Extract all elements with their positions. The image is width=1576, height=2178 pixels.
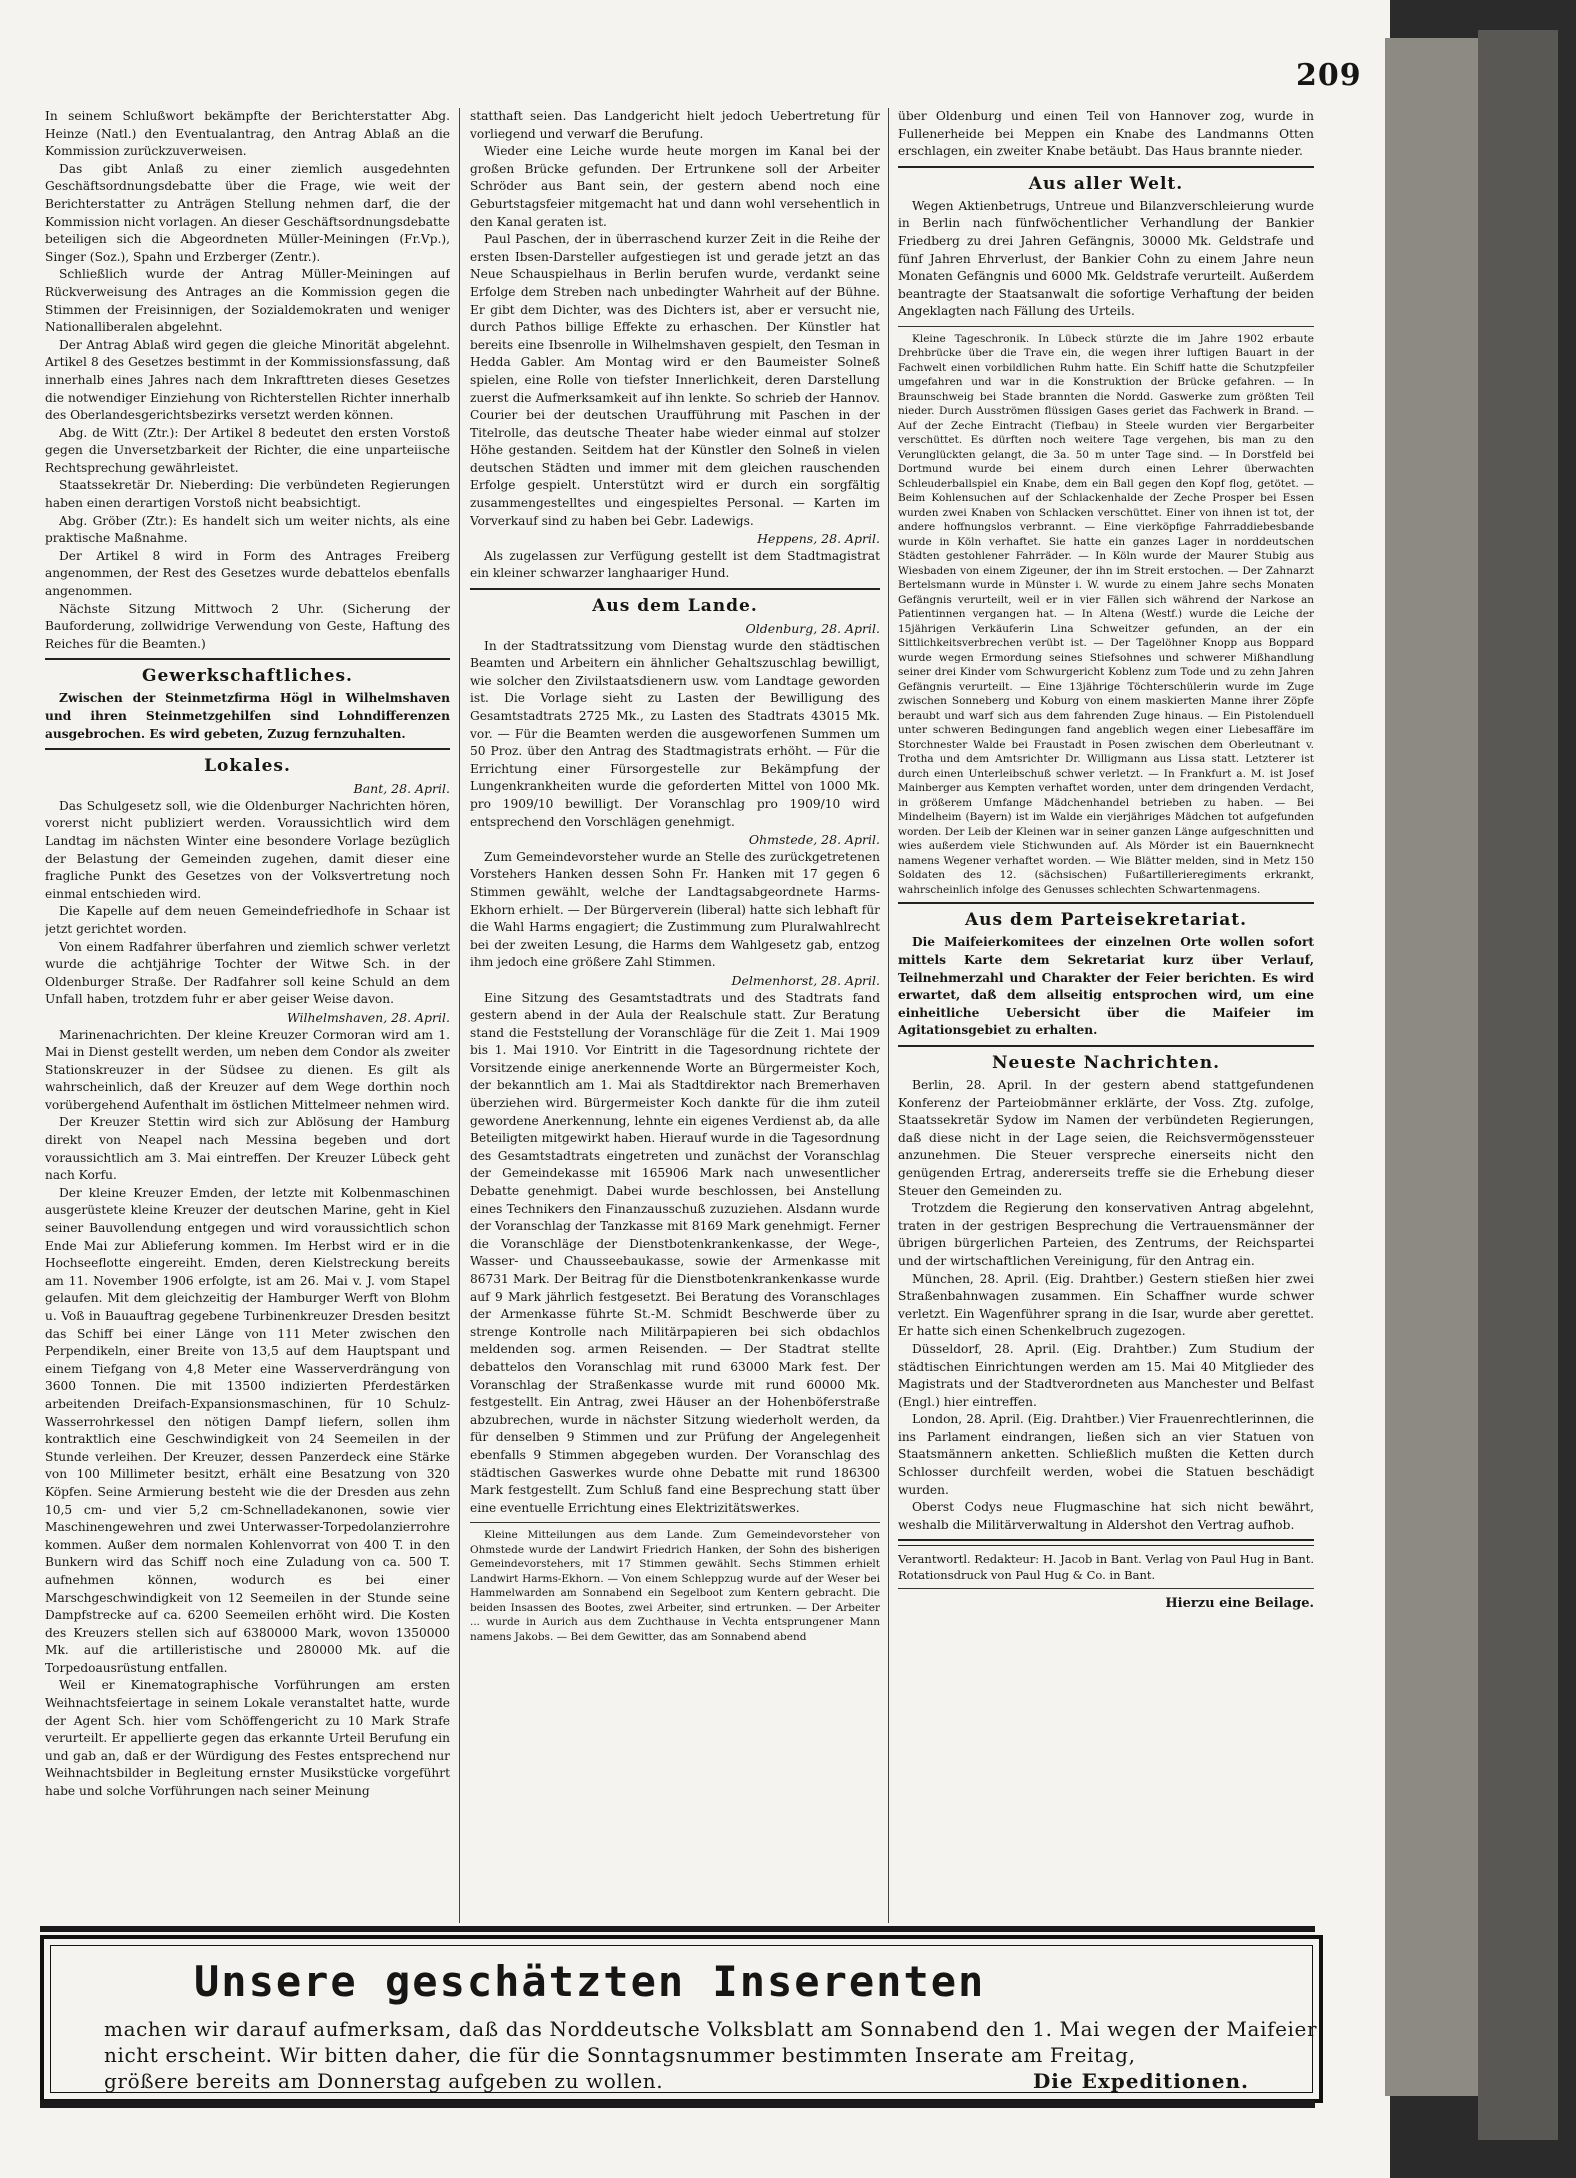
article-paragraph: Staatssekretär Dr. Nieberding: Die verbündeten Regierungen haben einen derartigen Vorstoß nicht beabsichtigt. [45, 478, 450, 511]
section-heading-neueste-nachrichten: Neueste Nachrichten. [991, 1053, 1221, 1073]
article-paragraph: Wieder eine Leiche wurde heute morgen im Kanal bei der großen Brücke gefunden. Der Ertrunkene soll der Arbeiter Schröder aus Bant sein, der gestern abend noch eine Geburtstagsfeier mitgemacht hat und dann wohl versehentlich in den Kanal geraten ist. [470, 144, 880, 229]
section-divider [898, 902, 1314, 904]
section-heading-aus-dem-lande: Aus dem Lande. [592, 596, 758, 617]
article-paragraph: Die Maifeierkomitees der einzelnen Orte wollen sofort mittels Karte dem Sekretariat kurz über Verlauf, Teilnehmerzahl und Charakter der Feier berichten. Es wird erwartet, daß dem allseitig entsprochen wird, um eine einheitliche Uebersicht über die Maifeier im Agitationsgebiet zu erhalten. [898, 935, 1314, 1038]
section-divider [45, 658, 450, 660]
article-paragraph: Zum Gemeindevorsteher wurde an Stelle des zurückgetretenen Vorstehers Hanken dessen Sohn Fr. Hanken mit 17 gegen 6 Stimmen gewählt, welche der Landtagsabgeordnete Harms-Ekhorn erhielt. — Der Bürgerverein (liberal) hatte sich lebhaft für die Wahl Harms engagiert; die Zustimmung zum Pluralwahlrecht bei der zweiten Lesung, die Harms dem Wahlgesetz gab, entzog ihm jedoch eine größere Zahl Stimmen. [470, 849, 880, 970]
imprint: Verantwortl. Redakteur: H. Jacob in Bant. Verlag von Paul Hug in Bant. Rotationsdruck von Paul Hug & Co. in Bant. [898, 1552, 1314, 1583]
section-divider [470, 588, 880, 590]
article-paragraph: statthaft seien. Das Landgericht hielt jedoch Uebertretung für vorliegend und verwarf die Berufung. [470, 109, 880, 141]
ad-bottom-band [40, 2100, 1315, 2108]
article-paragraph: München, 28. April. (Eig. Drahtber.) Gestern stießen hier zwei Straßenbahnwagen zusammen. Ein Schaffner wurde schwer verletzt. Ein Wagenführer sprang in die Isar, wurde aber gerettet. Er hatte sich einen Schenkelbruch zugezogen. [898, 1271, 1314, 1339]
book-page-edges [1385, 38, 1480, 2096]
ad-signature: Die Expeditionen. [1032, 2069, 1249, 2093]
article-paragraph: Abg. Gröber (Ztr.): Es handelt sich um weiter nichts, als eine praktische Maßnahme. [45, 513, 450, 546]
section-heading-gewerkschaftliches: Gewerkschaftliches. [142, 666, 353, 687]
column-1 [45, 108, 450, 1923]
article-paragraph: Eine Sitzung des Gesamtstadtrats und des Stadtrats fand gestern abend in der Aula der Realschule statt. Zur Beratung stand die Feststellung der Voranschläge für die Zeit 1. Mai 1909 bis 1. Mai 1910. Vor Eintritt in die Tagesordnung richtete der Vorsitzende einige anerkennende Worte an Bürgermeister Koch, der bekanntlich am 1. Mai als Stadtdirektor nach Bremerhaven überziehen wird. Bürgermeister Koch dankte für die ihm zuteil gewordene Anerkennung, lehnte ein eigenes Verdienst ab, da alle Beteiligten mitgewirkt haben. Hierauf wurde in die Tagesordnung des Gesamtstadtrats eingetreten und zunächst der Voranschlag der Gemeindekasse mit 165906 Mark nach unwesentlicher Debatte genehmigt. Dabei wurde beschlossen, bei Anstellung eines Technikers den Finanzausschuß zuzuziehen. Alsdann wurde der Voranschlag der Tanzkasse mit 8169 Mark genehmigt. Ferner die Voranschläge der Dienstbotenkrankenkasse, der Wege-, Wasser- und Chausseebaukasse, sowie der Armenkasse mit 86731 Mark. Der Beitrag für die Dienstbotenkrankenkasse wurde auf 9 Mark jährlich festgesetzt. Bei Beratung des Voranschlages der Armenkasse führte St.-M. Schmidt Beschwerde über zu strenge Kontrolle nach Militärpapieren bei sich obdachlos meldenden sog. armen Reisenden. — Der Stadtrat stellte debattelos den Voranschlag mit rund 63000 Mark fest. Der Voranschlag der Straßenkasse wurde mit rund 60000 Mk. festgestellt. Ein Antrag, zwei Häuser an der Hohenböferstraße abzubrechen, wurde in nächster Sitzung wiederholt werden, da für denselben 9 Stimmen und zur Prüfung der Angelegenheit ebenfalls 9 Stimmen abgegeben wurden. Der Voranschlag des städtischen Gaswerkes wurde ohne Debatte mit rund 186300 Mark festgestellt. Zum Schluß fand eine Besprechung statt über eine eventuelle Errichtung eines Elektrizitätswerkes. [470, 990, 880, 1515]
article-paragraph: London, 28. April. (Eig. Drahtber.) Vier Frauenrechtlerinnen, die ins Parlament eindrangen, ließen sich an vier Statuen von Staatsmännern anketten. Schließlich mußten die Ketten durch Schlosser durchfeilt werden, wobei die Statuen beschädigt wurden. [898, 1412, 1314, 1497]
article-paragraph: Das Schulgesetz soll, wie die Oldenburger Nachrichten hören, vorerst nicht publiziert werden. Voraussichtlich wird dem Landtag im nächsten Winter eine besondere Vorlage bezüglich der Belastung der Gemeinden zugehen, damit dieser eine fragliche Punkt des Gesetzes von der Volksvertretung noch einmal entschieden wird. [45, 798, 450, 901]
section-divider [898, 1588, 1314, 1589]
article-paragraph: Abg. de Witt (Ztr.): Der Artikel 8 bedeutet den ersten Vorstoß gegen die Unversetzbarkeit der Richter, die eine unparteiische Rechtsprechung gewährleistet. [45, 425, 450, 475]
article-paragraph: Nächste Sitzung Mittwoch 2 Uhr. (Sicherung der Bauforderung, zollwidrige Verwendung von Geste, Haftung des Reiches für die Beamten.) [45, 601, 450, 651]
article-paragraph: Düsseldorf, 28. April. (Eig. Drahtber.) Zum Studium der städtischen Einrichtungen werden am 15. Mai 40 Mitglieder des Magistrats und der Stadtverordneten aus Manchester und Belfast (Engl.) hier eintreffen. [898, 1341, 1314, 1409]
ad-text-line: machen wir darauf aufmerksam, daß das Norddeutsche Volksblatt am Sonnabend den 1. Mai wegen der Maifeier [104, 2017, 1318, 2041]
article-paragraph: Oberst Codys neue Flugmaschine hat sich nicht bewährt, weshalb die Militärverwaltung in Aldershot den Vertrag aufhob. [898, 1500, 1314, 1532]
column-2 [470, 108, 880, 1923]
article-paragraph: Als zugelassen zur Verfügung gestellt ist dem Stadtmagistrat ein kleiner schwarzer langhaariger Hund. [470, 548, 880, 581]
section-divider [898, 1539, 1314, 1546]
column-3 [898, 108, 1314, 1736]
article-paragraph: Paul Paschen, der in überraschend kurzer Zeit in die Reihe der ersten Ibsen-Darsteller aufgestiegen ist und gerade jetzt an das Neue Schauspielhaus in Berlin berufen wurde, verdankt seine Erfolge dem Streben nach unbedingter Wahrheit auf der Bühne. Er gibt dem Dichter, was des Dichters ist, aber er versucht nie, durch Pathos billige Effekte zu erhaschen. Der Künstler hat bereits eine Ibsenrolle in Wilhelmshaven gespielt, den Tesman in Hedda Gabler. Am Montag wird er den Baumeister Solneß spielen, eine Rolle von tiefster Innerlichkeit, deren Darstellung zuerst die Aufmerksamkeit auf ihn lenkte. So schrieb der Hannov. Courier bei der deutschen Uraufführung mit Paschen in der Titelrolle, das deutsche Theater habe wieder einmal auf stolzer Höhe gestanden. Seitdem hat der Künstler den Solneß in vielen deutschen Städten und immer mit dem gleichen rauschenden Erfolge gespielt. Unterstützt wird er durch ein sorgfältig zusammengestelltes und eingespieltes Personal. — Karten im Vorverkauf sind zu haben bei Gebr. Ladewigs. [470, 232, 880, 528]
dateline: Bant, 28. April. [353, 781, 450, 797]
section-divider [898, 326, 1314, 327]
article-paragraph: In seinem Schlußwort bekämpfte der Berichterstatter Abg. Heinze (Natl.) den Eventualantrag, den Antrag Ablaß an die Kommission zurückzuverweisen. [45, 109, 450, 159]
article-paragraph: Berlin, 28. April. In der gestern abend stattgefundenen Konferenz der Parteiobmänner erklärte, der Voss. Ztg. zufolge, Staatssekretär Sydow im Namen der verbündeten Regierungen, daß diese nicht in der Lage seien, die Reichsvermögenssteuer anzunehmen. Die Steuer verspreche einerseits nicht den genügenden Ertrag, andererseits treffe sie die Erhebung dieser Steuer den Gemeinden zu. [898, 1078, 1314, 1198]
ad-text-line: nicht erscheint. Wir bitten daher, die für die Sonntagsnummer bestimmten Inserate am Freitag, [104, 2043, 1136, 2067]
article-paragraph: Schließlich wurde der Antrag Müller-Meiningen auf Rückverweisung des Antrages an die Kommission gegen die Stimmen der Freisinnigen, der Sozialdemokraten und weniger Nationalliberalen abgelehnt. [45, 267, 450, 335]
article-paragraph: Trotzdem die Regierung den konservativen Antrag abgelehnt, traten in der gestrigen Besprechung die Vertrauensmänner der übrigen bürgerlichen Parteien, des Zentrums, der Reichspartei und der wirtschaftlichen Vereinigung, für den Antrag ein. [898, 1201, 1314, 1268]
section-heading-aus-aller-welt: Aus aller Welt. [1028, 173, 1184, 194]
dateline: Ohmstede, 28. April. [748, 832, 880, 848]
article-paragraph: Der Antrag Ablaß wird gegen die gleiche Minorität abgelehnt. Artikel 8 des Gesetzes bestimmt in der Kommissionsfassung, daß innerhalb eines Jahres nach dem Inkrafttreten dieses Gesetzes die notwendiger Einziehung von Richterstellen Richter innerhalb des Oberlandesgerichtsbezirks versetzt werden können. [45, 337, 450, 423]
dateline: Heppens, 28. April. [757, 531, 880, 547]
article-paragraph: Das gibt Anlaß zu einer ziemlich ausgedehnten Geschäftsordnungsdebatte über die Frage, wie weit der Berichterstatter zu Anträgen Stellung nehmen darf, die der Kommission nicht vorlagen. An dieser Geschäftsordnungsdebatte beteiligen sich die Abgeordneten Müller-Meiningen (Fr.Vp.), Singer (Soz.), Spahn und Erzberger (Zentr.). [45, 161, 450, 264]
section-divider [898, 166, 1314, 168]
ad-title: Unsere geschätzten Inserenten [194, 1957, 986, 2006]
page-number: 209 [1296, 58, 1362, 93]
ad-text-line: größere bereits am Donnerstag aufgeben zu wollen. [104, 2069, 664, 2093]
section-divider [898, 1045, 1314, 1047]
column-rule [888, 108, 889, 1923]
section-heading-lokales: Lokales. [204, 756, 291, 777]
section-heading-parteisekretariat: Aus dem Parteisekretariat. [964, 910, 1248, 931]
section-divider [470, 1522, 880, 1523]
article-paragraph: Der kleine Kreuzer Emden, der letzte mit Kolbenmaschinen ausgerüstete kleine Kreuzer der deutschen Marine, geht in Kiel seiner Bauvollendung entgegen und wird voraussichtlich schon Ende Mai zur Ablieferung kommen. Im Herbst wird er in die Hochseeflotte eingereiht. Emden, deren Kielstreckung bereits am 11. November 1906 erfolgte, ist am 26. Mai v. J. vom Stapel gelaufen. Mit dem gleichzeitig der Hamburger Werft von Blohm u. Voß in Bauauftrag gegebene Turbinenkreuzer Dresden besitzt das Schiff bei einer Länge von 111 Meter zwischen den Perpendikeln, einer Breite von 13,5 auf dem Hauptspant und einem Tiefgang von 4,8 Meter eine Wasserverdrängung von 3600 Tonnen. Die mit 13500 indizierten Pferdestärken arbeitenden Dreifach-Expansionsmaschinen, für 10 Schulz-Wasserrohrkessel den nötigen Dampf liefern, sollen ihm kontraktlich eine Geschwindigkeit von 24 Seemeilen in der Stunde verleihen. Der Kreuzer, dessen Panzerdeck eine Stärke von 100 Millimeter besitzt, erhält eine Besatzung von 320 Köpfen. Seine Armierung besteht wie die der Dresden aus zehn 10,5 cm- und vier 5,2 cm-Schnelladekanonen, sowie vier Maschinengewehren und zwei Unterwasser-Torpedolanzierrohre kommen. Außer dem normalen Kohlenvorrat von 400 T. in den Bunkern wird das Schiff noch eine Zuladung von ca. 500 T. aufnehmen können, wodurch es bei einer Marschgeschwindigkeit von 12 Seemeilen in der Stunde seine Dampfstrecke auf ca. 6200 Seemeilen erhöht wird. Die Kosten des Kreuzers stellen sich auf 6380000 Mark, wovon 1350000 Mk. auf die artilleristische und 280000 Mk. auf die Torpedoausrüstung entfallen. [45, 1185, 450, 1675]
article-paragraph: über Oldenburg und einen Teil von Hannover zog, wurde in Fullenerheide bei Meppen ein Knabe des Landmanns Otten erschlagen, ein zweiter Knabe betäubt. Das Haus brannte nieder. [898, 109, 1314, 159]
article-paragraph: Weil er Kinematographische Vorführungen am ersten Weihnachtsfeiertage in seinem Lokale veranstaltet hatte, wurde der Agent Sch. hier vom Schöffengericht zu 10 Mark Strafe verurteilt. Er appellierte gegen das erkannte Urteil Berufung ein und gab an, daß er der Würdigung des Festes entsprechend nur Weihnachtsbilder in Begleitung ernster Musikstücke vorgeführt habe und solche Vorführungen nach seiner Meinung [45, 1678, 450, 1799]
article-paragraph: Wegen Aktienbetrugs, Untreue und Bilanzverschleierung wurde in Berlin nach fünfwöchentlicher Verhandlung der Bankier Friedberg zu drei Jahren Gefängnis, 30000 Mk. Geldstrafe und fünf Jahren Ehrverlust, der Bankier Cohn zu einem Jahre neun Monaten Gefängnis und 6000 Mk. Geldstrafe verurteilt. Außerdem beantragte der Staatsanwalt die sofortige Verhaftung der beiden Angeklagten nach Fällung des Urteils. [898, 198, 1314, 319]
article-paragraph: Marinenachrichten. Der kleine Kreuzer Cormoran wird am 1. Mai in Dienst gestellt werden, um neben dem Condor als zweiter Stationskreuzer in der Südsee zu dienen. Es gilt als wahrscheinlich, daß der Kreuzer auf dem Wege dorthin noch vorübergehend Aufenthalt im östlichen Mittelmeer nehmen wird. [45, 1027, 450, 1112]
dateline: Delmenhorst, 28. April. [731, 972, 880, 988]
dateline: Oldenburg, 28. April. [745, 621, 880, 637]
book-binding [1478, 30, 1558, 2140]
advertisement-box [40, 1935, 1323, 2103]
section-divider [45, 748, 450, 750]
dateline: Wilhelmshaven, 28. April. [286, 1009, 450, 1025]
article-paragraph: Von einem Radfahrer überfahren und ziemlich schwer verletzt wurde die achtjährige Tochter der Witwe Sch. in der Oldenburger Straße. Der Radfahrer soll keine Schuld an dem Unfall haben, trotzdem fuhr er aber geiser Weise davon. [45, 939, 450, 1007]
article-paragraph: Kleine Tageschronik. In Lübeck stürzte die im Jahre 1902 erbaute Drehbrücke über die Trave ein, die wegen ihrer luftigen Bauart in der Fachwelt einen vorbildlichen Ruhm hatte. Ein Schiff hatte die Schutzpfeiler umgefahren und war in die Konstruktion der Brücke gefahren. — In Braunschweig bei Stade brannten die Nordd. Gaswerke zum größten Teil nieder. Durch Ausströmen flüssigen Gases geriet das Fachwerk in Brand. — Auf der Zeche Eintracht (Tiefbau) in Steele wurden vier Bergarbeiter verschüttet. Es dürften noch weitere Tage vergehen, bis man zu den Verunglückten gelangt, die 3a. 50 m unter Tage sind. — In Dorstfeld bei Dortmund wurde bei einem durch einen Lehrer überwachten Schleuderballspiel ein Knabe, dem ein Ball gegen den Kopf flog, getötet. — Beim Kohlensuchen auf der Schlackenhalde der Zeche Prosper bei Essen wurden zwei Knaben von Schlacken verschüttet. Einer von ihnen ist tot, der andere hoffnungslos verbrannt. — Eine vierköpfige Fahrraddiebesbande wurde in Köln verhaftet. Sie hatte ein ganzes Lager in norddeutschen Städten gestohlener Fahrräder. — In Köln wurde der Maurer Stubig aus Wiesbaden von einem Zigeuner, der ihn im Streit erstochen. — Der Zahnarzt Bertelsmann wurde in Münster i. W. wurde zu einem Jahre sechs Monaten Gefängnis verurteilt, weil er in vier Fällen sich während der Narkose an Patientinnen vergangen hat. — In Altena (Westf.) wurde die Leiche der 15jährigen Verkäuferin Lina Schweitzer gefunden, an der ein Sittlichkeitsverbrechen verübt ist. — Der Tagelöhner Knopp aus Boppard wurde wegen Ermordung seines Stiefsohnes und schwerer Mißhandlung seiner drei Kinder vom Schwurgericht Koblenz zum Tode und zu zehn Jahren Gefängnis verurteilt. — Eine 13jährige Töchterschülerin wurde im Zuge zwischen Sonneberg und Koburg von einem maskierten Manne ihrer Zöpfe beraubt und warf sich aus dem fahrenden Zuge hinaus. — Ein Pistolenduell unter schweren Bedingungen fand angeblich wegen einer Liebesaffäre im Storchnester Walde bei Fraustadt in Posen zwischen dem Oberleutnant v. Trotha und dem Amtsrichter Dr. Willigmann aus Lissa statt. Letzterer ist durch einen Unterleibschuß schwer verletzt. — In Frankfurt a. M. ist Josef Mainberger aus Kempten verhaftet worden, unter dem dringenden Verdacht, in größerem Umfange Mädchenhandel betrieben zu haben. — Bei Mindelheim (Bayern) ist im Walde ein vierjähriges Mädchen tot aufgefunden worden. Der Leib der Kleinen war in seiner ganzen Länge aufgeschnitten und wies außerdem viele Stichwunden auf. Als Mörder ist ein Bauernknecht namens Wegener verhaftet worden. — Wie Blätter melden, sind in Metz 150 Soldaten des 12. (sächsischen) Fußartillerieregiments erkrankt, wahrscheinlich infolge des Genusses schlechten Schwartenmagens. [898, 332, 1314, 896]
column-rule [459, 108, 460, 1923]
article-paragraph: Die Kapelle auf dem neuen Gemeindefriedhofe in Schaar ist jetzt gerichtet worden. [45, 904, 450, 936]
article-paragraph: Zwischen der Steinmetzfirma Högl in Wilhelmshaven und ihren Steinmetzgehilfen sind Lohndifferenzen ausgebrochen. Es wird gebeten, Zuzug fernzuhalten. [45, 691, 450, 741]
article-paragraph: Kleine Mitteilungen aus dem Lande. Zum Gemeindevorsteher von Ohmstede wurde der Landwirt Friedrich Hanken, der Sohn des bisherigen Gemeindevorstehers, mit 17 Stimmen gewählt. Sechs Stimmen erhielt Landwirt Harms-Ekhorn. — Von einem Schleppzug wurde auf der Weser bei Hammelwarden am Sonnabend ein Segelboot zum Kentern gebracht. Die beiden Insassen des Bootes, zwei Arbeiter, sind ertrunken. — Der Arbeiter ... wurde in Aurich aus dem Zuchthause in Vechta entsprungener Mann namens Jakobs. — Bei dem Gewitter, das am Sonnabend abend [470, 1529, 880, 1643]
article-paragraph: Der Artikel 8 wird in Form des Antrages Freiberg angenommen, der Rest des Gesetzes wurde debattelos ebenfalls angenommen. [45, 548, 450, 599]
article-paragraph: Der Kreuzer Stettin wird sich zur Ablösung der Hamburg direkt von Neapel nach Messina begeben und dort voraussichtlich am 3. Mai eintreffen. Der Kreuzer Lübeck geht nach Korfu. [45, 1115, 450, 1183]
article-paragraph: In der Stadtratssitzung vom Dienstag wurde den städtischen Beamten und Arbeitern ein ähnlicher Gehaltszuschlag bewilligt, wie solcher den Zivilstaatsdienern usw. vom Landtage geworden ist. Die Vorlage sieht zu Lasten der Bewilligung des Gesamtstadtrats 2725 Mk., zu Lasten des Stadtrats 43015 Mk. vor. — Für die Beamten werden die ausgeworfenen Summen um 50 Proz. über den Antrag des Stadtmagistrats erhöht. — Für die Errichtung einer Fürsorgestelle zur Bekämpfung der Lungenkrankheiten wurde die geforderten Mittel von 1000 Mk. pro 1909/10 bewilligt. Der Voranschlag pro 1909/10 wird entsprechend den Vorschlägen genehmigt. [470, 638, 880, 829]
ad-top-band [40, 1926, 1315, 1932]
supplement-note: Hierzu eine Beilage. [1165, 1596, 1314, 1612]
